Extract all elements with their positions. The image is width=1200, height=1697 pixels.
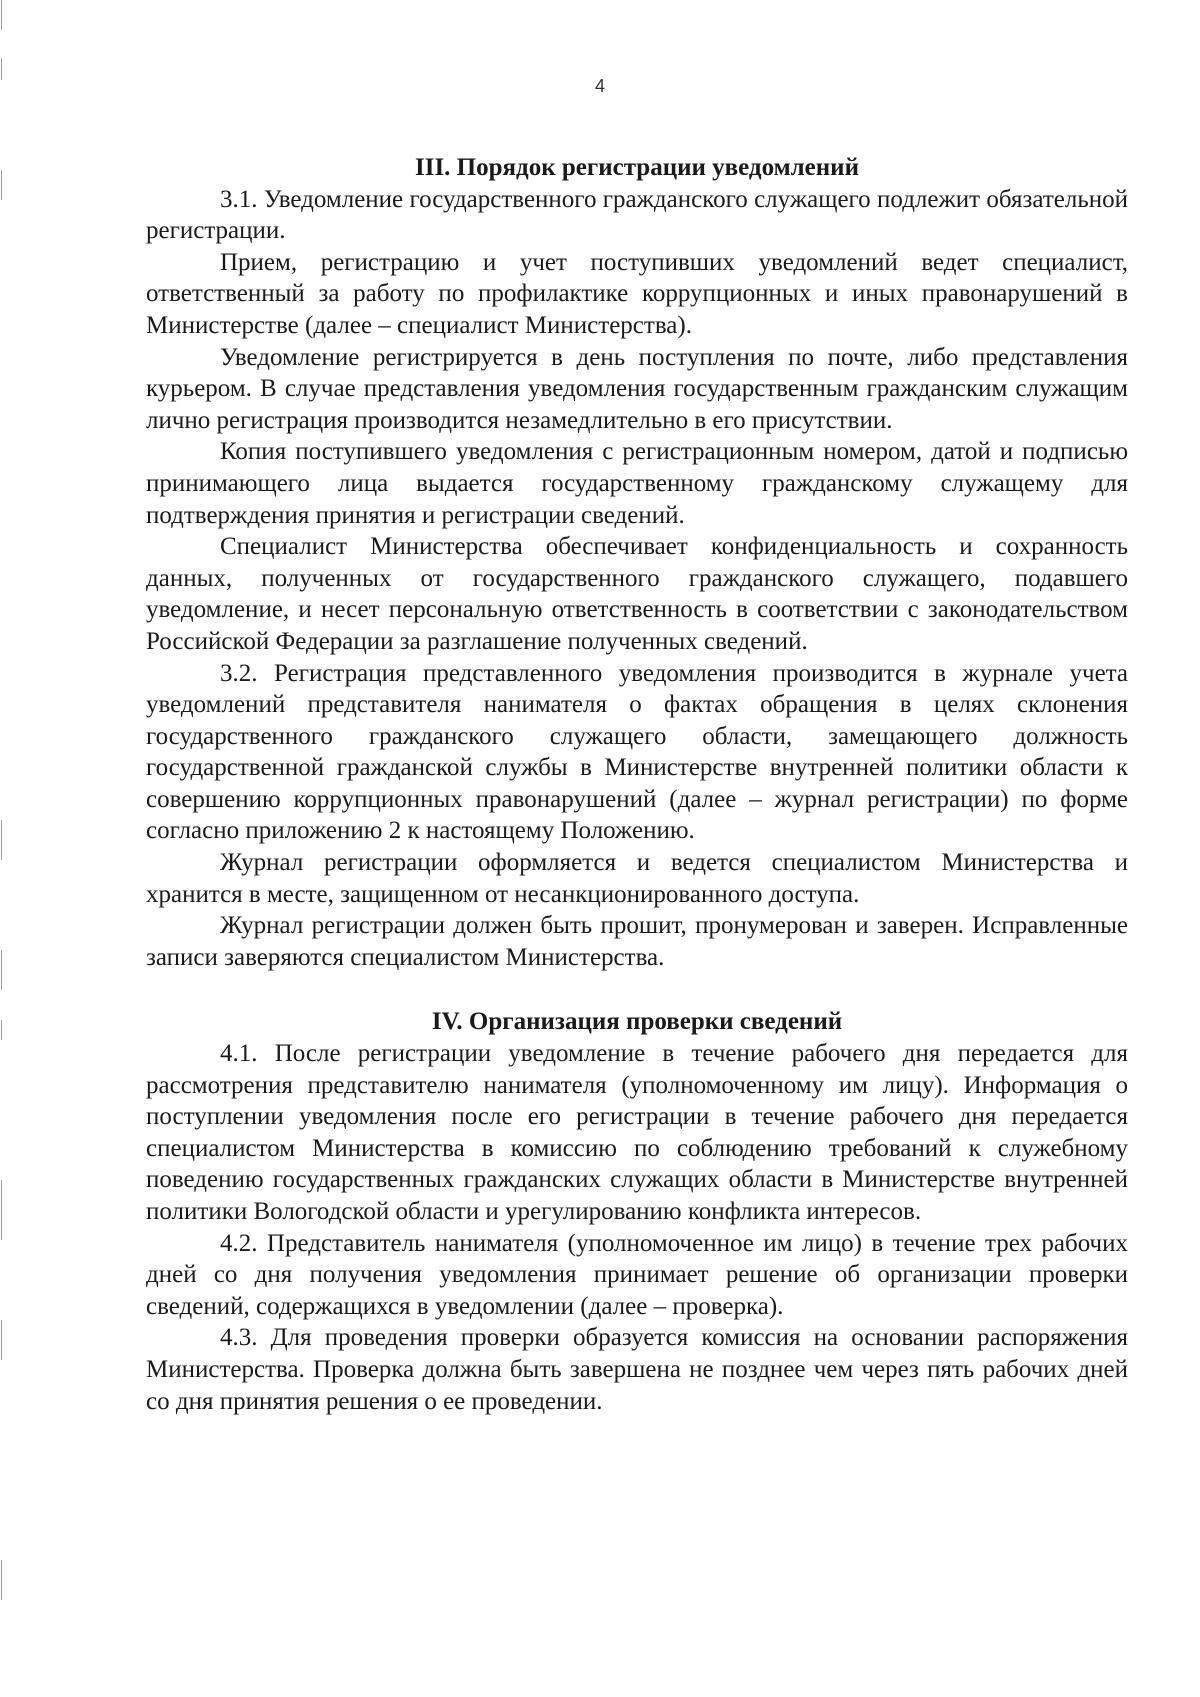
section-4-title: IV. Организация проверки сведений bbox=[431, 1008, 843, 1036]
section-4-paragraph: 4.2. Представитель нанимателя (уполномоченное им лицо) в течение трех рабочих дней со дня получения уведомления принимает решение об организации проверки сведений, содержащихся в уведомлении (далее – проверка). bbox=[146, 1229, 1128, 1320]
section-3-paragraph: Специалист Министерства обеспечивает конфиденциальность и сохранность данных, полученных от государственного гражданского служащего, подавшего уведомление, и несет персональную ответственность в соответствии с законодательством Российской Федерации за разглашение полученных сведений. bbox=[146, 533, 1128, 655]
page-number: 4 bbox=[594, 76, 605, 96]
section-3-paragraph: Копия поступившего уведомления с регистрационным номером, датой и подписью принимающего лица выдается государственному гражданскому служащему для подтверждения принятия и регистрации сведений. bbox=[146, 438, 1128, 529]
section-3-paragraph: Прием, регистрацию и учет поступивших уведомлений ведет специалист, ответственный за работу по профилактике коррупционных и иных правонарушений в Министерстве (далее – специалист Министерства). bbox=[146, 248, 1128, 339]
section-3-paragraph: Журнал регистрации должен быть прошит, пронумерован и заверен. Исправленные записи заверяются специалистом Министерства. bbox=[146, 912, 1128, 971]
section-4-paragraph: 4.3. Для проведения проверки образуется комиссия на основании распоряжения Министерства. Проверка должна быть завершена не позднее чем через пять рабочих дней со дня принятия решения о ее проведении. bbox=[146, 1324, 1128, 1415]
section-3-title: III. Порядок регистрации уведомлений bbox=[415, 154, 859, 181]
scan-margin-marks bbox=[0, 0, 4, 1697]
document-body bbox=[146, 152, 1128, 1417]
section-3-paragraph: Журнал регистрации оформляется и ведется специалистом Министерства и хранится в месте, защищенном от несанкционированного доступа. bbox=[146, 849, 1128, 908]
section-3-paragraph: 3.2. Регистрация представленного уведомления производится в журнале учета уведомлений представителя нанимателя о фактах обращения в целях склонения государственного гражданского служащего области, замещающего должность государственной гражданской службы в Министерстве внутренней политики области к совершению коррупционных правонарушений (далее – журнал регистрации) по форме согласно приложению 2 к настоящему Положению. bbox=[146, 659, 1128, 845]
section-3-paragraph: Уведомление регистрируется в день поступления по почте, либо представления курьером. В случае представления уведомления государственным гражданским служащим лично регистрация производится незамедлительно в его присутствии. bbox=[146, 343, 1128, 434]
section-4-paragraph: 4.1. После регистрации уведомление в течение рабочего дня передается для рассмотрения представителю нанимателя (уполномоченному им лицу). Информация о поступлении уведомления после его регистрации в течение рабочего дня передается специалистом Министерства в комиссию по соблюдению требований к служебному поведению государственных гражданских служащих области в Министерстве внутренней политики Вологодской области и урегулированию конфликта интересов. bbox=[146, 1040, 1128, 1225]
section-3-paragraph: 3.1. Уведомление государственного гражданского служащего подлежит обязательной регистрации. bbox=[146, 185, 1128, 245]
